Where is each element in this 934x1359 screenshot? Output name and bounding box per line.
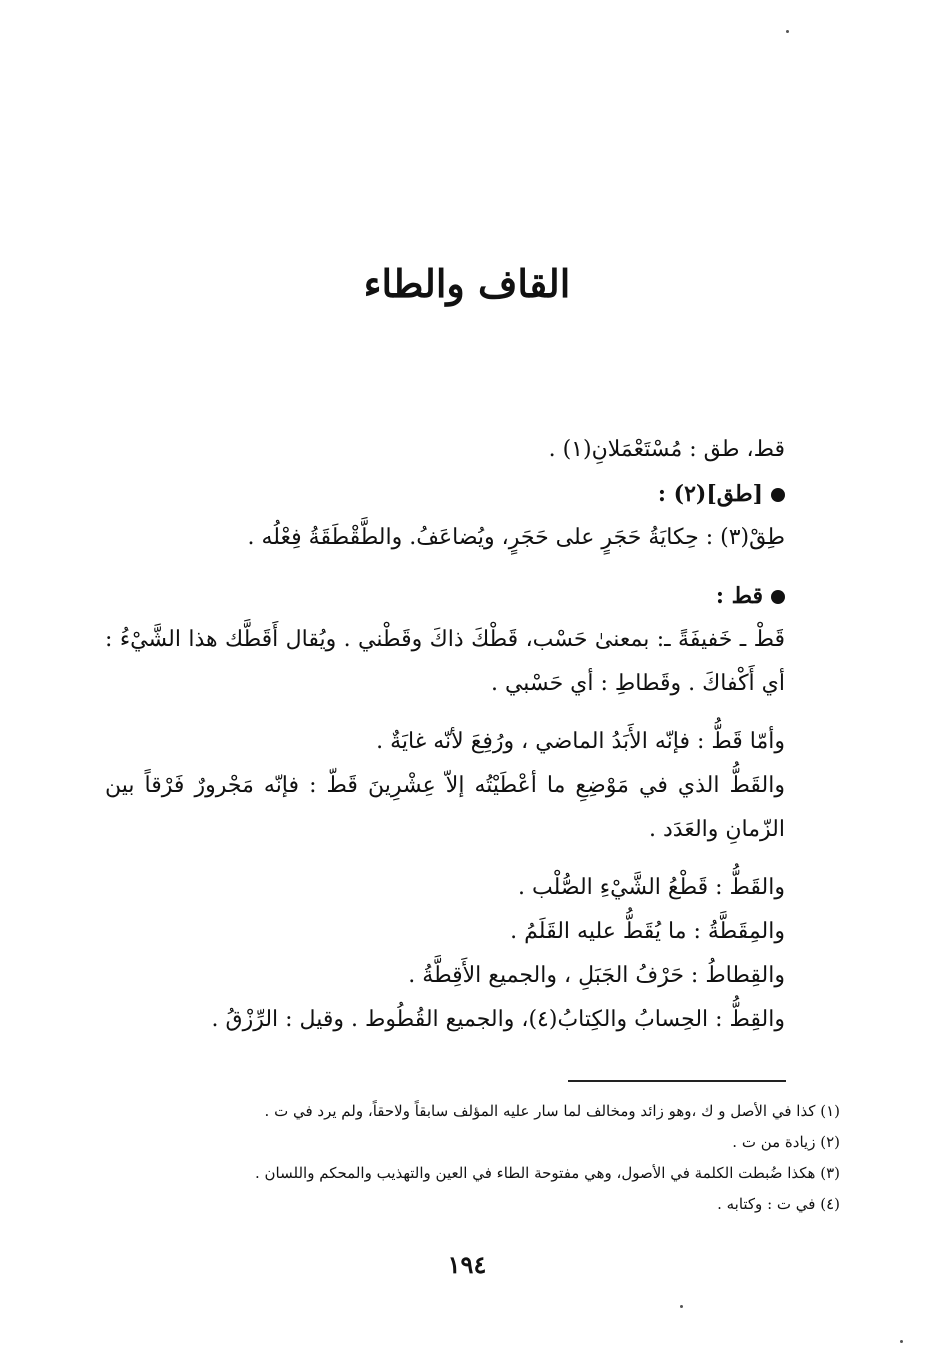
entry-heading-qt xyxy=(105,574,785,618)
intro-line: قط، طق : مُسْتَعْمَلانِ(١) . xyxy=(548,437,785,462)
bullet-icon xyxy=(771,590,785,604)
miqatta-line: والمِقَطَّةُ : ما يُقَطُّ عليه القَلَمُ . xyxy=(510,919,785,944)
qatt-cut-line: والقَطُّ : قَطْعُ الشَّيْءِ الصُّلْب . xyxy=(518,875,785,900)
scan-speck xyxy=(786,30,789,33)
scan-speck xyxy=(900,1340,903,1343)
tq-definition: طِقْ(٣) : حِكايَةُ حَجَرٍ على حَجَرٍ، ويُضاعَفُ. والطَّقْطَقَةُ فِعْلُه . xyxy=(247,525,785,550)
page-number: ١٩٤ xyxy=(447,1250,487,1279)
amma-qatt-line: وأمّا قَطُّ : فإنّه الأَبَدُ الماضي ، ورُفِعَ لأنّه غايَةٌ . xyxy=(376,729,785,754)
footnote-1: (١) كذا في الأصل و ك ،وهو زائد ومخالف لما سار عليه المؤلف سابقاً ولاحقاً، ولم يرد في ت . xyxy=(264,1102,840,1120)
bullet-icon xyxy=(771,488,785,502)
wal-qatt-paragraph: والقَطُّ الذي في مَوْضِعِ ما أعْطَيْتُه إلاّ عِشْرِينَ قَطّ : فإنّه مَجْرورٌ فَرْقاً بين الزّمانِ والعَدَد . xyxy=(105,773,785,842)
footnote-4: (٤) في ت : وكتابه . xyxy=(717,1195,840,1213)
qitat-line: والقِطاطُ : حَرْفُ الجَبَلِ ، والجميع الأَقِطَّةُ . xyxy=(408,963,785,988)
qitt-line: والقِطُّ : الحِسابُ والكِتابُ(٤)، والجميع القُطُوط . وقيل : الرِّزْقُ . xyxy=(211,1007,785,1032)
entry-heading-tq-label: [طق](٢) : xyxy=(657,481,763,507)
entry-heading-qt-label: قط : xyxy=(715,583,763,609)
footnote-3: (٣) هكذا ضُبطت الكلمة في الأصول، وهي مفتوحة الطاء في العين والتهذيب والمحكم واللسان . xyxy=(255,1164,840,1182)
footnote-divider xyxy=(568,1080,786,1082)
qt-khafifa-paragraph: قَطْ ـ خَفيفَةً ـ: بمعنىٰ حَسْب، قَطْكَ ذاكَ وقَطْني . ويُقال أَقَطَّك هذا الشَّيْءُ : أي أَكْفاكَ . وقَطاطِ : أي حَسْبي . xyxy=(105,627,785,696)
scan-speck xyxy=(680,1305,683,1308)
footnotes xyxy=(130,1096,840,1220)
page-title: القاف والطاء xyxy=(363,261,571,306)
entry-heading-tq xyxy=(105,472,785,516)
main-text xyxy=(105,428,785,1042)
footnote-2: (٢) زيادة من ت . xyxy=(732,1133,840,1151)
